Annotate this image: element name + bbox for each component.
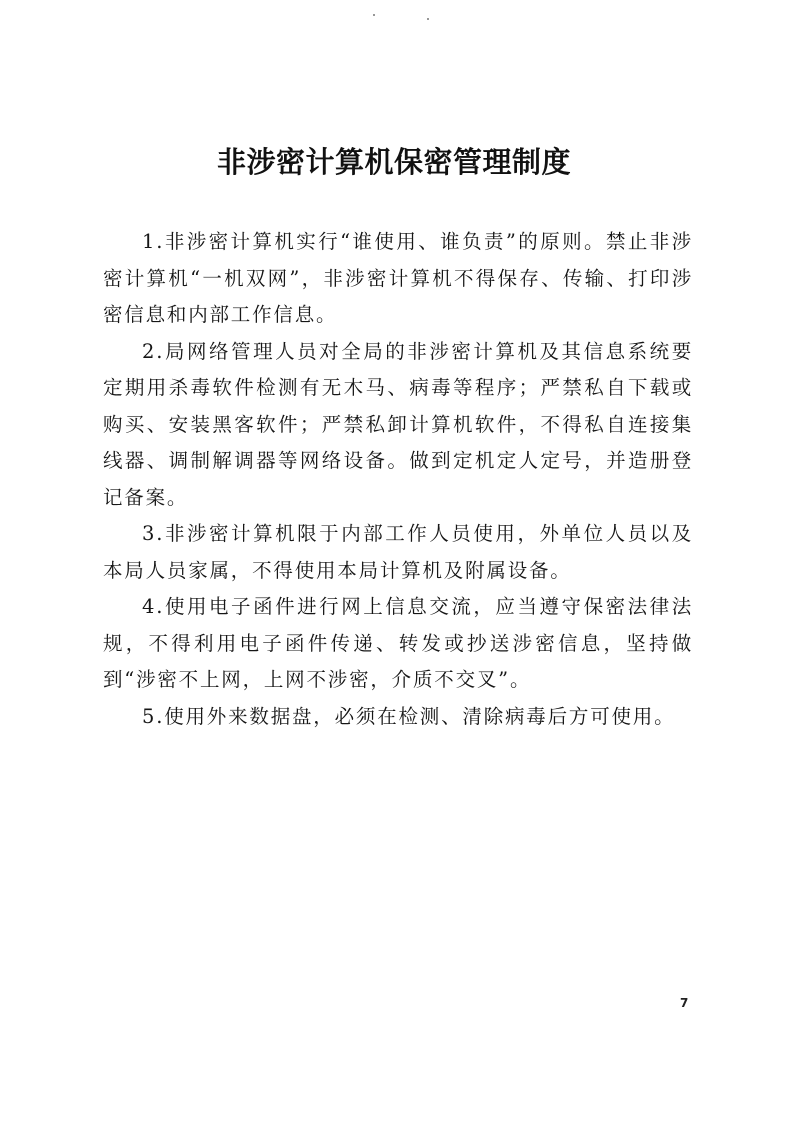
rule-paragraph-2: 2.局网络管理人员对全局的非涉密计算机及其信息系统要定期用杀毒软件检测有无木马、病毒等程序；严禁私自下载或购买、安装黑客软件；严禁私卸计算机软件，不得私自连接集线器、调制解调器等网络设备。做到定机定人定号，并造册登记备案。 (103, 339, 693, 509)
rule-paragraph-4: 4.使用电子函件进行网上信息交流，应当遵守保密法律法规，不得利用电子函件传递、转发或抄送涉密信息，坚持做到“涉密不上网，上网不涉密，介质不交叉”。 (103, 595, 693, 691)
rule-paragraph-5: 5.使用外来数据盘，必须在检测、清除病毒后方可使用。 (142, 704, 676, 728)
scan-artifact-dot (427, 18, 429, 20)
rule-paragraph-3: 3.非涉密计算机限于内部工作人员使用，外单位人员以及本局人员家属，不得使用本局计算机及附属设备。 (103, 522, 693, 582)
document-body (103, 224, 693, 735)
rule-paragraph-1: 1.非涉密计算机实行“谁使用、谁负责”的原则。禁止非涉密计算机“一机双网”，非涉密计算机不得保存、传输、打印涉密信息和内部工作信息。 (103, 230, 693, 326)
document-title: 非涉密计算机保密管理制度 (216, 145, 571, 179)
scan-artifact-dot (373, 14, 375, 16)
page-number: 7 (680, 996, 689, 1010)
